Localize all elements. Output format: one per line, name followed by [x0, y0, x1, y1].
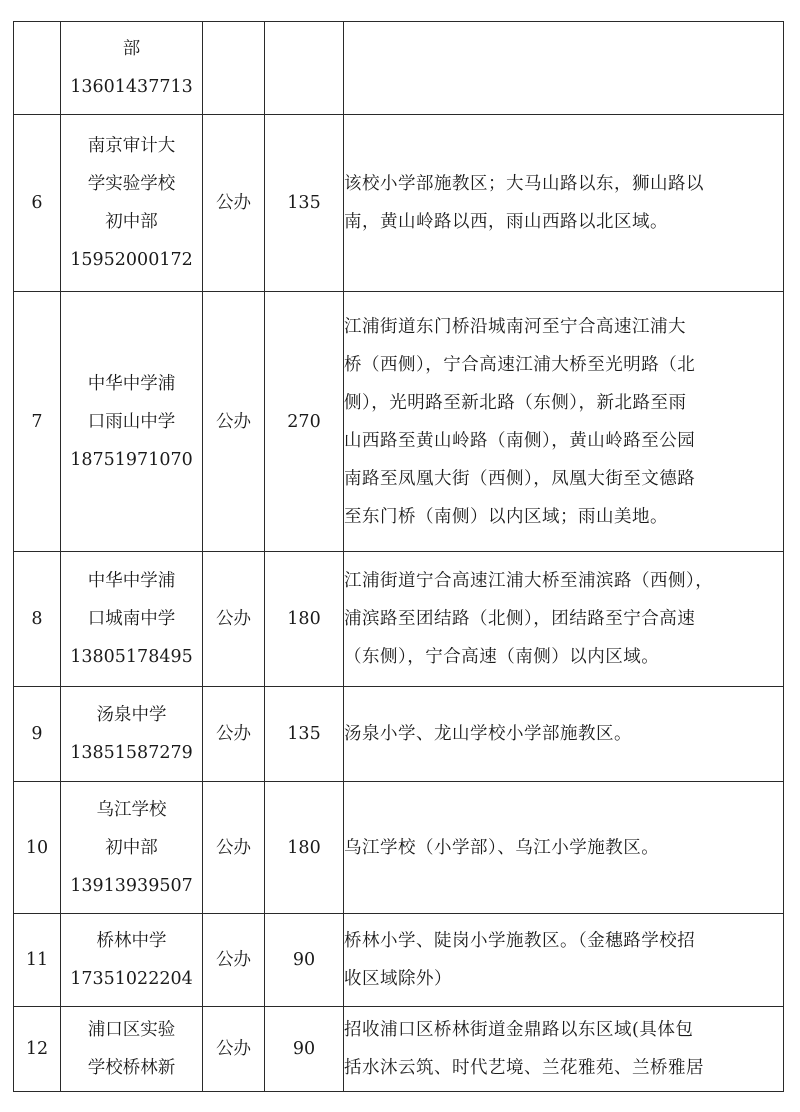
area-line: 江浦街道宁合高速江浦大桥至浦滨路（西侧），: [344, 571, 714, 591]
cell-enrollment-area: [344, 687, 784, 782]
school-line: 18751971070: [70, 449, 193, 470]
area-line: 乌江学校（小学部）、乌江小学施教区。: [344, 837, 660, 858]
school-line: 13805178495: [70, 647, 193, 667]
area-line: 南路至凤凰大街（西侧），凤凰大街至文德路: [344, 468, 696, 489]
school-line: 桥林中学: [96, 931, 167, 951]
cell-school: [61, 552, 203, 687]
area-line: 汤泉小学、龙山学校小学部施教区。: [344, 724, 632, 744]
cell-number: 9: [14, 687, 61, 782]
school-line: 学校桥林新: [87, 1058, 176, 1078]
school-line: 部: [122, 39, 141, 59]
table-row: [14, 115, 784, 292]
cell-number: 12: [14, 1007, 61, 1092]
cell-enrollment-plan: 135: [265, 115, 344, 292]
cell-school: [61, 1007, 203, 1092]
cell-school-type: 公办: [203, 914, 265, 1007]
table-row: [14, 1007, 784, 1092]
area-line: 侧），光明路至新北路（东侧），新北路至雨: [344, 392, 687, 413]
school-line: 13851587279: [70, 743, 193, 763]
area-line: 招收浦口区桥林街道金鼎路以东区域(具体包: [344, 1020, 694, 1040]
cell-enrollment-plan: 270: [265, 292, 344, 552]
area-line: 山西路至黄山岭路（南侧），黄山岭路至公园: [344, 430, 696, 451]
area-line: 桥林小学、陡岗小学施教区。（金穗路学校招: [344, 931, 696, 951]
area-line: 收区域除外）: [344, 969, 452, 989]
cell-school-type: 公办: [203, 292, 265, 552]
school-line: 浦口区实验: [87, 1020, 176, 1040]
table-row: [14, 914, 784, 1007]
cell-school: [61, 22, 203, 115]
cell-enrollment-plan: 135: [265, 687, 344, 782]
school-line: 中华中学浦: [87, 373, 176, 394]
school-line: 初中部: [105, 212, 158, 232]
table-row: [14, 687, 784, 782]
school-line: 口城南中学: [87, 609, 176, 629]
area-line: 桥（西侧），宁合高速江浦大桥至光明路（北: [344, 354, 696, 375]
cell-enrollment-plan: 90: [265, 1007, 344, 1092]
school-line: 初中部: [105, 837, 158, 858]
area-line: 南，黄山岭路以西，雨山西路以北区域。: [344, 212, 668, 232]
cell-enrollment-area: [344, 1007, 784, 1092]
school-line: 13913939507: [70, 875, 193, 896]
school-line: 15952000172: [70, 250, 193, 270]
cell-enrollment-area: [344, 22, 784, 115]
cell-enrollment-plan: 180: [265, 552, 344, 687]
cell-enrollment-area: [344, 782, 784, 914]
area-line: 至东门桥（南侧）以内区域；雨山美地。: [344, 506, 668, 527]
area-line: 江浦街道东门桥沿城南河至宁合高速江浦大: [344, 316, 686, 337]
cell-enrollment-area: [344, 552, 784, 687]
cell-school-type: 公办: [203, 782, 265, 914]
cell-enrollment-area: [344, 115, 784, 292]
cell-enrollment-area: [344, 914, 784, 1007]
cell-enrollment-plan: 180: [265, 782, 344, 914]
cell-number: [14, 22, 61, 115]
cell-school: [61, 914, 203, 1007]
cell-school-type: 公办: [203, 687, 265, 782]
cell-number: 7: [14, 292, 61, 552]
cell-enrollment-plan: 90: [265, 914, 344, 1007]
cell-number: 11: [14, 914, 61, 1007]
cell-school: [61, 292, 203, 552]
area-line: （东侧），宁合高速（南侧）以内区域。: [344, 647, 660, 667]
cell-enrollment-plan: [265, 22, 344, 115]
cell-school-type: 公办: [203, 115, 265, 292]
cell-school-type: 公办: [203, 1007, 265, 1092]
area-line: 该校小学部施教区；大马山路以东，狮山路以: [344, 174, 704, 194]
school-line: 汤泉中学: [96, 705, 167, 725]
enrollment-table: [13, 21, 784, 1092]
school-line: 中华中学浦: [87, 571, 176, 591]
table-row: [14, 552, 784, 687]
area-line: 括水沐云筑、时代艺境、兰花雅苑、兰桥雅居: [344, 1058, 704, 1078]
cell-school: [61, 687, 203, 782]
school-line: 南京审计大: [87, 136, 176, 156]
cell-school-type: 公办: [203, 552, 265, 687]
table-row: [14, 292, 784, 552]
school-line: 学实验学校: [87, 174, 176, 194]
table-body: [14, 22, 784, 1092]
school-line: 乌江学校: [96, 799, 167, 820]
cell-number: 10: [14, 782, 61, 914]
cell-enrollment-area: [344, 292, 784, 552]
cell-number: 8: [14, 552, 61, 687]
cell-school-type: [203, 22, 265, 115]
cell-number: 6: [14, 115, 61, 292]
cell-school: [61, 782, 203, 914]
school-line: 17351022204: [70, 969, 193, 989]
cell-school: [61, 115, 203, 292]
area-line: 浦滨路至团结路（北侧），团结路至宁合高速: [344, 609, 696, 629]
school-line: 13601437713: [70, 77, 193, 97]
table-row: [14, 782, 784, 914]
table-row: [14, 22, 784, 115]
school-line: 口雨山中学: [87, 411, 176, 432]
